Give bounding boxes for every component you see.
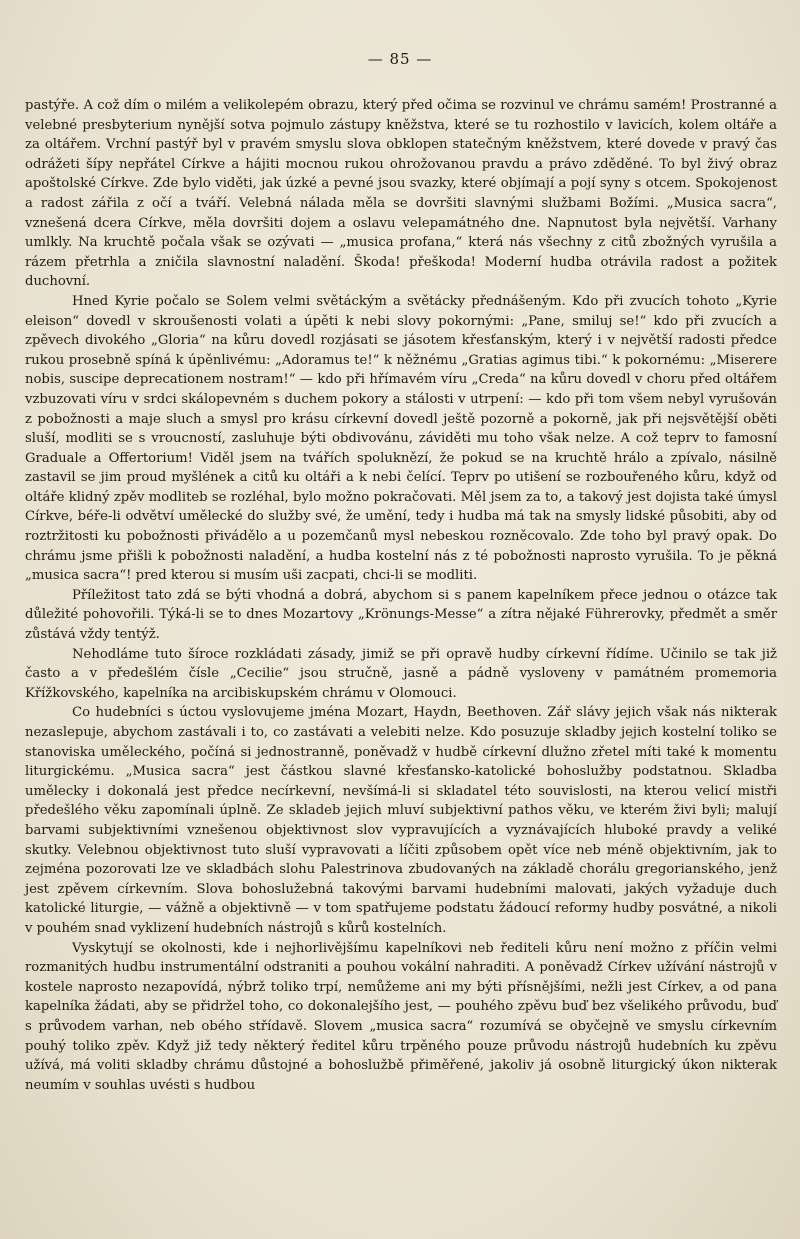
paragraph-1: pastýře. A což dím o milém a velikolepém obrazu, který před očima se rozvinul ve chrámu samém! Prostranné a velebné presbyterium nynější sotva pojmulo zástupy kněžstva, které se tu rozhostilo v lavicích, kolem oltáře a za oltářem. Vrchní pastýř byl v pravém smyslu slova obklopen statečným kněžstvem, které dovede v pravý čas odrážeti šípy nepřátel Církve a hájiti mocnou rukou ohrožovanou pravdu a právo zděděné. To byl živý obraz apoštolské Církve. Zde bylo viděti, jak úzké a pevné jsou svazky, které objímají a pojí syny s otcem. Spokojenost a radost zářila z očí a tváří. Velebná nálada měla se dovršiti slavnými službami Božími. „Musica sacra“, vznešená dcera Církve, měla dovršiti dojem a oslavu velepamátného dne. Napnutost byla největší. Varhany umlkly. Na kruchtě počala však se ozývati — „musica profana,“ která nás všechny z citů zbožných vyrušila a rázem přetrhla a zničila slavnostní naladění. Škoda! přeškoda! Moderní hudba otrávila radost a požitek duchovní. (25, 98, 777, 290)
article-body (25, 96, 777, 1095)
paragraph-2: Hned Kyrie počalo se Solem velmi světáckým a světácky přednášeným. Kdo při zvucích tohoto „Kyrie eleison“ dovedl v skroušenosti volati a úpěti k nebi slovy pokornými: „Pane, smiluj se!“ kdo při zvucích a zpěvech divokého „Gloria“ na kůru dovedl rozjásati se jásotem křesťanským, který i v největší radosti předce rukou prosebně spíná k úpěnlivému: „Adoramus te!“ k něžnému „Gratias agimus tibi.“ k pokornému: „Miserere nobis, suscipe deprecationem nostram!“ — kdo při hřímavém víru „Creda“ na kůru dovedl v choru před oltářem vzbuzovati víru v srdci skálopevném s duchem pokory a stálosti v utrpení: — kdo při tom všem nebyl vyrušován z pobožnosti a maje sluch a smysl pro krásu církevní dovedl ještě pozorně a pokorně, jak při nejsvětější oběti sluší, modliti se s vroucností, zasluhuje býti obdivovánu, záviděti mu toho však nelze. A což teprv to famosní Graduale a Offertorium! Viděl jsem na tvářích spoluknězí, že pokud se na kruchtě hrálo a zpívalo, násilně zastavil se jim proud myšlének a citů ku oltáři a k nebi čelící. Teprv po utišení se rozbouřeného kůru, když od oltáře klidný zpěv modliteb se rozléhal, bylo možno pokračovati. Měl jsem za to, a takový jest dojista také úmysl Církve, béře-li odvětví umělecké do služby své, že umění, tedy i hudba má tak na smysly lidské působiti, aby od roztržitosti ku pobožnosti přivádělo a u pozemčanů mysl nebeskou rozněcovalo. Zde toho byl pravý opak. Do chrámu jsme přišli k pobožnosti naladění, a hudba kostelní nás z té pobožnosti naprosto vyrušila. To je pěkná „musica sacra“! pred kterou si musím uši zacpati, chci-li se modliti. (25, 293, 777, 584)
paragraph-5: Co hudebníci s úctou vyslovujeme jména Mozart, Haydn, Beethoven. Zář slávy jejich však nás nikterak nezaslepuje, abychom zastávali i to, co zastávati a velebiti nelze. Kdo posuzuje skladby jejich kostelní toliko se stanoviska uměleckého, počíná si jednostranně, poněvadž v hudbě církevní dlužno zřetel míti také k momentu liturgickému. „Musica sacra“ jest částkou slavné křesťansko-katolické bohoslužby podstatnou. Skladba umělecky i dokonalá jest předce necírkevní, nevšímá-li si skladatel této souvislosti, na kterou velicí mistři předešlého věku zapomínali úplně. Ze skladeb jejich mluví subjektivní pathos věku, ve kterém živi byli; malují barvami subjektivními vznešenou objektivnost slov vypravujících a vyznávajících hluboké pravdy a veliké skutky. Velebnou objektivnost tuto sluší vypravovati a líčiti způsobem opět více neb méně objektivním, jak to zejména pozorovati lze ve skladbách slohu Palestrinova zbudovaných na základě chorálu gregorianského, jenž jest zpěvem církevním. Slova bohoslužebná takovými barvami hudebními malovati, jakých vyžaduje duch katolické liturgie, — vážně a objektivně — v tom spatřujeme podstatu žádoucí reformy hudby posvátné, a nikoli v pouhém snad vyklizení hudebních nástrojů s kůrů kostelních. (25, 705, 777, 936)
paragraph-3: Příležitost tato zdá se býti vhodná a dobrá, abychom si s panem kapelníkem přece jednou o otázce tak důležité pohovořili. Týká-li se to dnes Mozartovy „Krönungs-Messe“ a zítra nějaké Führerovky, předmět a směr zůstává vždy tentýž. (25, 587, 777, 643)
page-number: — 85 — (367, 50, 433, 68)
paragraph-6: Vyskytují se okolnosti, kde i nejhorlivějšímu kapelníkovi neb řediteli kůru není možno z příčin velmi rozmanitých hudbu instrumentální odstraniti a pouhou vokální nahraditi. A poněvadž Církev užívání nástrojů v kostele naprosto nezapovídá, nýbrž toliko trpí, nemůžeme ani my býti přísnějšími, nežli jest Církev, a od pana kapelníka žádati, aby se přidržel toho, co dokonalejšího jest, — pouhého zpěvu buď bez všelikého průvodu, buď s průvodem varhan, neb obého střídavě. Slovem „musica sacra“ rozumívá se obyčejně ve smyslu církevním pouhý toliko zpěv. Když již tedy některý ředitel kůru trpěného pouze průvodu nástrojů hudebních ku zpěvu užívá, má voliti skladby chrámu důstojné a bohoslužbě přiměřené, jakoliv já osobně liturgický úkon nikterak neumím v souhlas uvésti s hudbou (25, 940, 777, 1093)
paragraph-4: Nehodláme tuto šíroce rozkládati zásady, jimiž se při opravě hudby církevní řídíme. Učinilo se tak již často a v předešlém čísle „Cecilie“ jsou stručně, jasně a pádně vysloveny v památném promemoria Křížkovského, kapelníka na arcibiskupském chrámu v Olomouci. (25, 646, 777, 701)
